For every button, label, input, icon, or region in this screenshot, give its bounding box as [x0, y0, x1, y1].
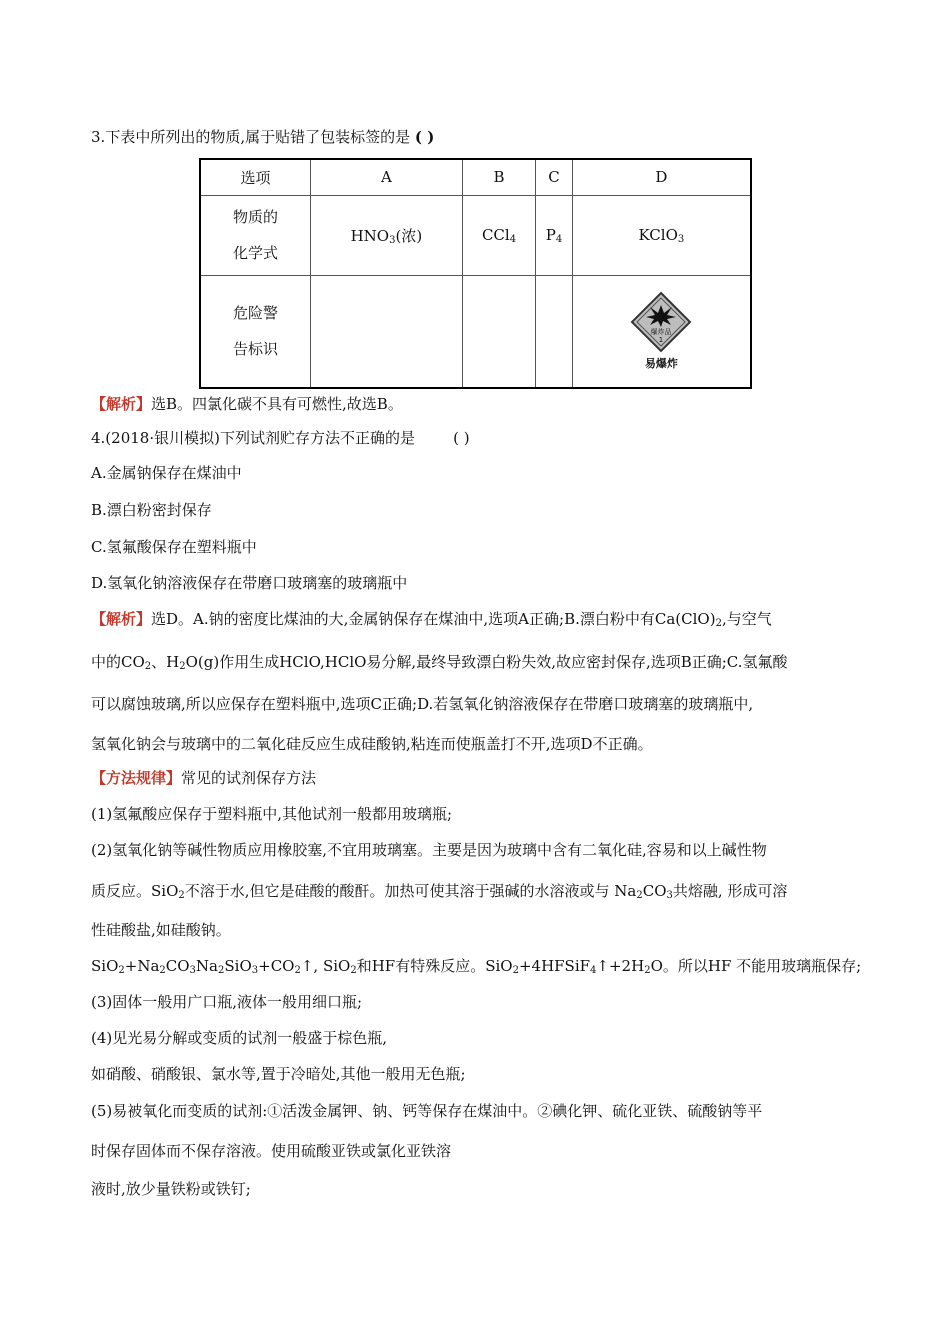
svg-text:1: 1 — [659, 336, 664, 345]
question-3-analysis: 【解析】选B。四氯化碳不具有可燃性,故选B。 — [91, 395, 403, 413]
method-p2-line-2: 质反应。SiO$_2$不溶于水,但它是硅酸的酸酐。加热可使其溶于强碱的水溶液或与 $Na_2CO_3$共熔融, 形成可溶 — [91, 882, 788, 901]
table-row-hazard — [200, 275, 751, 388]
table-header-cell: A — [311, 159, 463, 195]
question-4-analysis-line-1: 【解析】选D。A.钠的密度比煤油的大,金属钠保存在煤油中,选项A正确;B.漂白粉中有$Ca(ClO)_2$,与空气 — [91, 610, 772, 629]
answer-paren: ( ) — [414, 128, 435, 146]
question-4-analysis-line-3: 可以腐蚀玻璃,所以应保存在塑料瓶中,选项C正确;D.若氢氧化钠溶液保存在带磨口玻璃塞的玻璃瓶中, — [91, 695, 754, 713]
method-p2-line-1: (2)氢氧化钠等碱性物质应用橡胶塞,不宜用玻璃塞。主要是因为玻璃中含有二氧化硅,容易和以上碱性物 — [91, 841, 767, 859]
question-4-analysis-line-4: 氢氧化钠会与玻璃中的二氧化硅反应生成硅酸钠,粘连而使瓶盖打不开,选项D不正确。 — [91, 735, 653, 753]
formula-cell-a: $HNO_3$(浓) — [311, 195, 463, 275]
method-p4-line-1: (4)见光易分解或变质的试剂一般盛于棕色瓶, — [91, 1029, 388, 1047]
hazard-cell-a — [311, 275, 463, 388]
hazard-cell-b — [462, 275, 535, 388]
table-header-row — [200, 159, 751, 195]
method-title: 【方法规律】常见的试剂保存方法 — [91, 769, 317, 787]
method-p4-line-2: 如硝酸、硝酸银、氯水等,置于冷暗处,其他一般用无色瓶; — [91, 1065, 466, 1083]
option-c: C.氢氟酸保存在塑料瓶中 — [91, 538, 257, 556]
method-p1: (1)氢氟酸应保存于塑料瓶中,其他试剂一般都用玻璃瓶; — [91, 805, 453, 823]
table-header-cell: C — [536, 159, 573, 195]
question-3-stem: 3.下表中所列出的物质,属于贴错了包装标签的是 ( ) — [91, 128, 435, 146]
option-a: A.金属钠保存在煤油中 — [91, 464, 242, 482]
question-4-stem: 4.(2018·银川模拟)下列试剂贮存方法不正确的是 ( ) — [91, 429, 470, 447]
hazard-cell-d — [572, 275, 751, 388]
method-equation: $SiO_2+Na_2CO_3Na_2SiO_3+CO_2↑$, SiO$_2$和HF有特殊反应。$SiO_2+4HFSiF_4↑+2H_2O$。所以HF 不能用玻璃瓶保存; — [91, 957, 862, 976]
formula-cell-c: $P_4$ — [536, 195, 573, 275]
method-p5-line-2: 时保存固体而不保存溶液。使用硫酸亚铁或氯化亚铁溶 — [91, 1142, 452, 1160]
question-3-table — [199, 158, 752, 389]
option-d: D.氢氧化钠溶液保存在带磨口玻璃塞的玻璃瓶中 — [91, 574, 408, 592]
formula-cell-b: CCl$_4$ — [462, 195, 535, 275]
method-p5-line-1: (5)易被氧化而变质的试剂:①活泼金属钾、钠、钙等保存在煤油中。②碘化钾、硫化亚铁、硫酸钠等平 — [91, 1102, 763, 1120]
question-4-analysis-line-2: 中的$CO_2$、$H_2O(g)$作用生成HClO,HClO易分解,最终导致漂白粉失效,故应密封保存,选项B正确;C.氢氟酸 — [91, 653, 788, 672]
method-p5-line-3: 液时,放少量铁粉或铁钉; — [91, 1180, 251, 1198]
table-header-cell: B — [462, 159, 535, 195]
row-label: 物质的 化学式 — [200, 195, 311, 275]
method-p2-line-3: 性硅酸盐,如硅酸钠。 — [91, 921, 231, 939]
table-row-formula — [200, 195, 751, 275]
table-header-cell: D — [572, 159, 751, 195]
formula-cell-d: KClO$_3$ — [572, 195, 751, 275]
row-label: 危险警 告标识 — [200, 275, 311, 388]
table-header-cell: 选项 — [200, 159, 311, 195]
option-b: B.漂白粉密封保存 — [91, 501, 212, 519]
svg-text:爆炸品: 爆炸品 — [650, 328, 672, 337]
explosive-hazard-icon: 爆炸品 1 易爆炸 — [619, 291, 703, 371]
method-p3: (3)固体一般用广口瓶,液体一般用细口瓶; — [91, 993, 363, 1011]
hazard-cell-c — [536, 275, 573, 388]
